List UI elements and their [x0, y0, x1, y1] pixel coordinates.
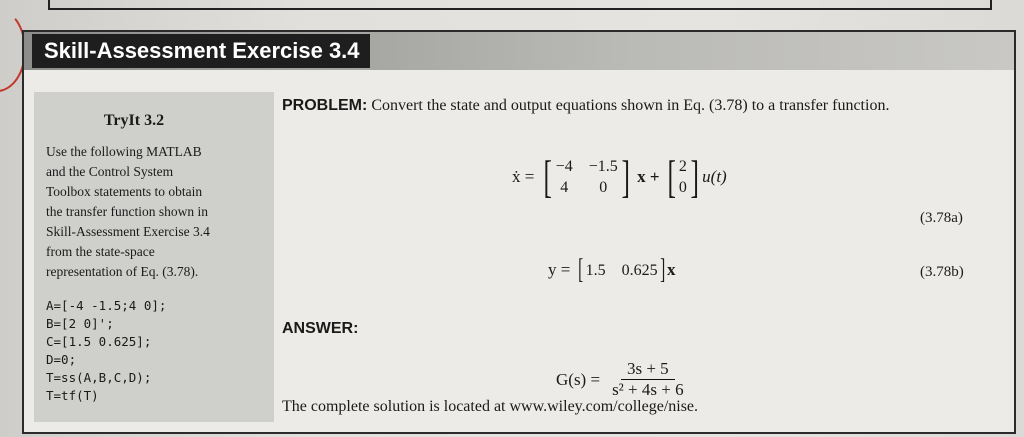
code-line: A=[-4 -1.5;4 0];	[46, 298, 167, 313]
matrix-b: [ 2 0 ]	[666, 151, 699, 202]
matrix-b-cell: 0	[678, 179, 687, 196]
eq-number-a: (3.78a)	[920, 210, 963, 226]
matrix-c-cell: 0.625	[621, 261, 658, 279]
header-bar	[24, 32, 1014, 70]
state-input: u(t)	[702, 167, 727, 186]
matrix-c: [ 1.5 0.625 ]	[578, 254, 665, 285]
transfer-function	[556, 359, 690, 400]
tryit-line: Skill-Assessment Exercise 3.4	[46, 224, 210, 239]
solution-location: The complete solution is located at www.wiley.com/college/nise.	[282, 398, 699, 415]
matrix-c-cell: 1.5	[585, 261, 606, 279]
matrix-a-cell: −1.5	[588, 158, 618, 175]
tf-denominator: s² + 4s + 6	[612, 380, 684, 399]
code-line: T=ss(A,B,C,D);	[46, 370, 152, 385]
code-line: T=tf(T)	[46, 388, 99, 403]
code-line: D=0;	[46, 352, 77, 367]
code-line: B=[2 0]';	[46, 316, 114, 331]
tf-numerator: 3s + 5	[621, 359, 675, 380]
code-line: C=[1.5 0.625];	[46, 334, 152, 349]
exercise-box	[22, 30, 1016, 434]
problem-label: PROBLEM:	[282, 97, 368, 114]
tf-fraction	[606, 359, 690, 400]
matrix-a-cell: −4	[555, 158, 573, 175]
tryit-line: Toolbox statements to obtain	[46, 184, 203, 199]
tryit-sidebar	[34, 92, 274, 422]
problem-text: Convert the state and output equations shown in Eq. (3.78) to a transfer function.	[371, 97, 890, 114]
tf-lhs: G(s) =	[556, 369, 601, 389]
output-lhs: y =	[548, 260, 571, 279]
tryit-title: TryIt 3.2	[103, 112, 165, 129]
matrix-a-cell: 0	[599, 179, 608, 196]
output-equation	[548, 250, 676, 290]
main-content	[282, 92, 1002, 422]
top-rule	[48, 0, 992, 10]
eq-number-b: (3.78b)	[920, 264, 964, 280]
exercise-title: Skill-Assessment Exercise 3.4	[32, 34, 370, 68]
matrix-a: [ −4 −1.5 4 0 ]	[543, 151, 630, 202]
state-mid: x +	[637, 167, 660, 186]
state-lhs: ẋ =	[512, 167, 535, 186]
problem-statement	[282, 94, 972, 117]
output-tail: x	[667, 260, 676, 279]
tryit-instructions	[46, 142, 266, 282]
matrix-b-cell: 2	[678, 158, 687, 175]
matrix-a-cell: 4	[560, 179, 569, 196]
matlab-code	[46, 297, 166, 405]
state-equation	[512, 151, 727, 202]
tryit-line: representation of Eq. (3.78).	[46, 264, 199, 279]
tryit-line: the transfer function shown in	[46, 204, 208, 219]
tryit-line: from the state-space	[46, 244, 155, 259]
tryit-line: Use the following MATLAB	[46, 144, 202, 159]
tryit-line: and the Control System	[46, 164, 174, 179]
answer-label: ANSWER:	[282, 320, 359, 337]
